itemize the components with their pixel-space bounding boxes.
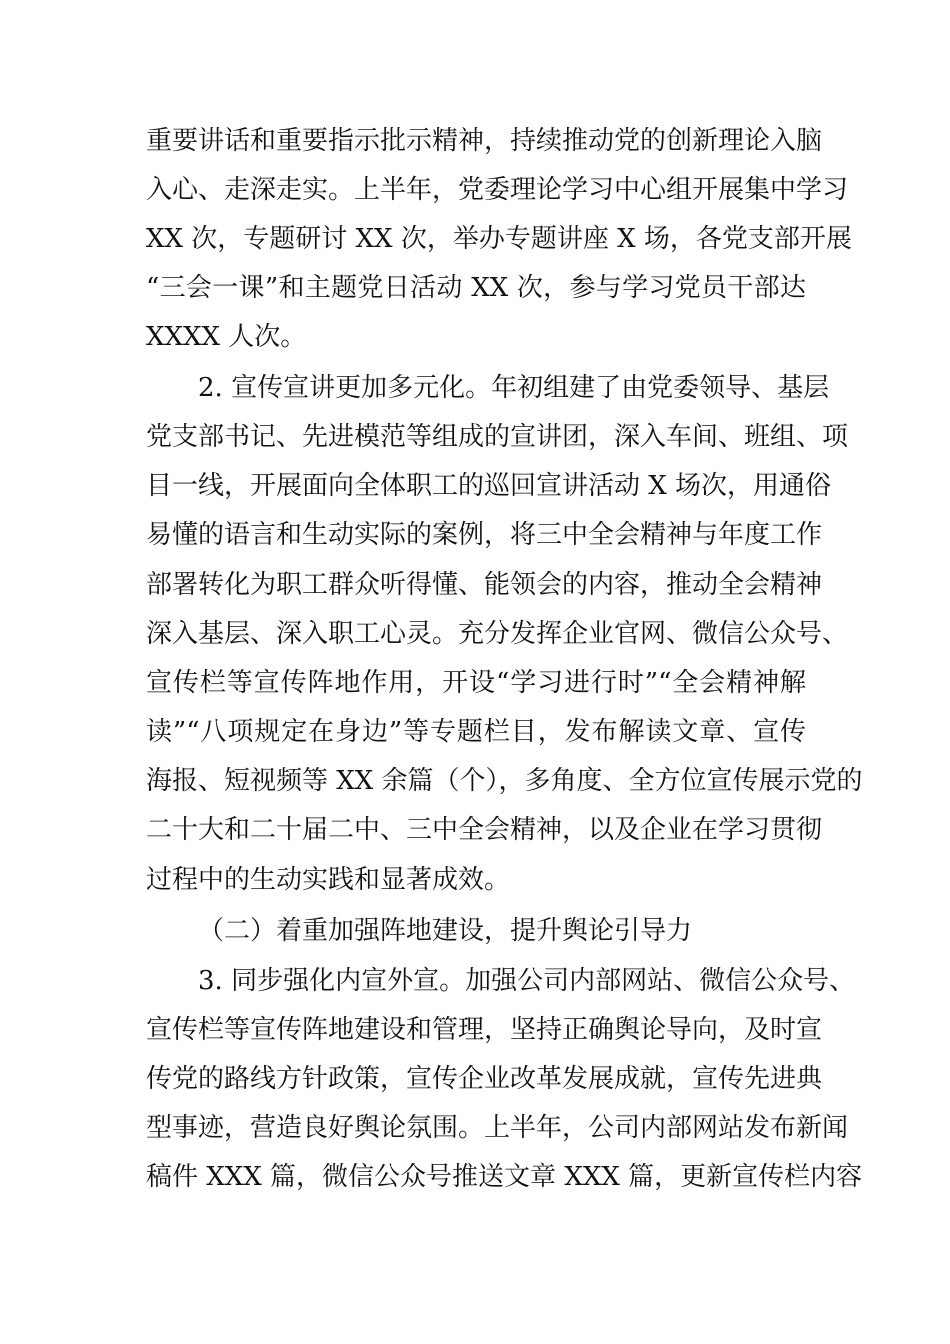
text-line: XXXX 人次。	[146, 322, 307, 352]
text-line: 入心、走深走实。上半年，党委理论学习中心组开展集中学习	[146, 175, 849, 205]
section-heading: （二）着重加强阵地建设，提升舆论引导力	[198, 916, 693, 946]
text-line: 目一线，开展面向全体职工的巡回宣讲活动 X 场次，用通俗	[146, 471, 832, 501]
text-line: XX 次，专题研讨 XX 次，举办专题讲座 X 场，各党支部开展	[146, 224, 852, 254]
text-line: 党支部书记、先进模范等组成的宣讲团，深入车间、班组、项	[146, 422, 849, 452]
text-line: 重要讲话和重要指示批示精神，持续推动党的创新理论入脑	[146, 126, 823, 156]
text-line: 传党的路线方针政策，宣传企业改革发展成就，宣传先进典	[146, 1064, 823, 1094]
text-line: 易懂的语言和生动实际的案例，将三中全会精神与年度工作	[146, 520, 823, 550]
text-line: “三会一课”和主题党日活动 XX 次，参与学习党员干部达	[146, 273, 806, 303]
text-line: 宣传栏等宣传阵地建设和管理，坚持正确舆论导向，及时宣	[146, 1015, 823, 1045]
text-line: 型事迹，营造良好舆论氛围。上半年，公司内部网站发布新闻	[146, 1113, 849, 1143]
paragraph-3-first-line: 3. 同步强化内宣外宣。加强公司内部网站、微信公众号、	[198, 966, 856, 996]
text-line: 过程中的生动实践和显著成效。	[146, 865, 511, 895]
text-line: 二十大和二十届二中、三中全会精神，以及企业在学习贯彻	[146, 815, 823, 845]
text-line: 深入基层、深入职工心灵。充分发挥企业官网、微信公众号、	[146, 619, 849, 649]
text-line: 海报、短视频等 XX 余篇（个），多角度、全方位宣传展示党的	[146, 766, 863, 796]
text-line: 稿件 XXX 篇，微信公众号推送文章 XXX 篇，更新宣传栏内容	[146, 1162, 863, 1192]
paragraph-2-first-line: 2. 宣传宣讲更加多元化。年初组建了由党委领导、基层	[198, 373, 830, 403]
text-line: 部署转化为职工群众听得懂、能领会的内容，推动全会精神	[146, 570, 823, 600]
text-line: 读”“八项规定在身边”等专题栏目，发布解读文章、宣传	[146, 717, 806, 747]
text-line: 宣传栏等宣传阵地作用，开设“学习进行时”“全会精神解	[146, 668, 806, 698]
